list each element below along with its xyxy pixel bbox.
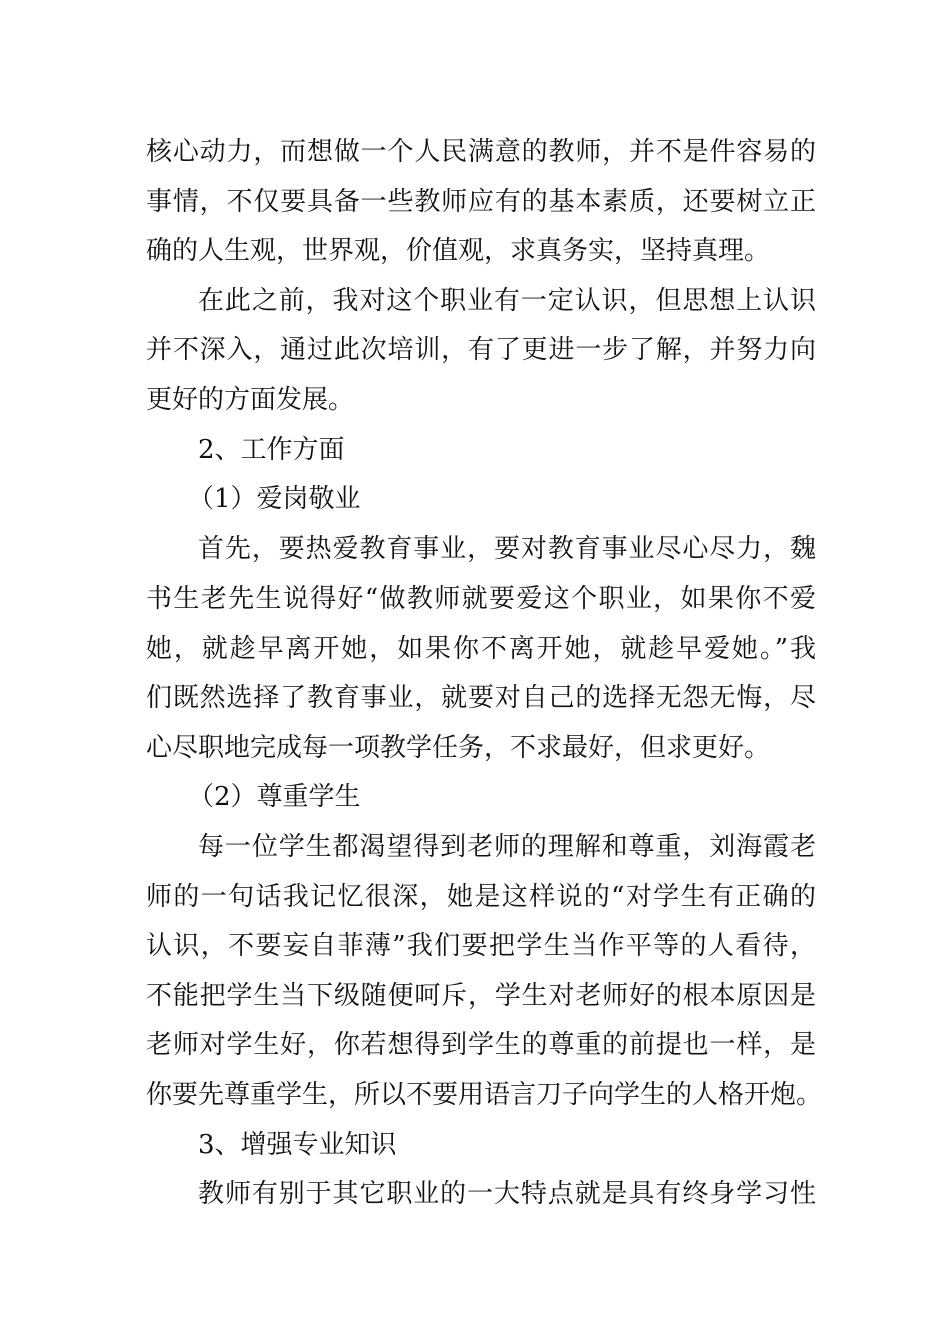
- text-line: 她，就趁早离开她，如果你不离开她，就趁早爱她。”我: [146, 634, 816, 664]
- text-line: 确的人生观，世界观，价值观，求真务实，坚持真理。: [146, 236, 771, 266]
- text-line: 事情，不仅要具备一些教师应有的基本素质，还要树立正: [146, 187, 816, 217]
- text-line: 并不深入，通过此次培训，有了更进一步了解，并努力向: [146, 335, 816, 365]
- text-line: 书生老先生说得好“做教师就要爱这个职业，如果你不爱: [146, 584, 816, 614]
- text-line: 在此之前，我对这个职业有一定认识，但思想上认识: [198, 286, 816, 316]
- text-line: 心尽职地完成每一项教学任务，不求最好，但求更好。: [146, 733, 771, 763]
- text-line: 不能把学生当下级随便呵斥，学生对老师好的根本原因是: [146, 981, 816, 1011]
- text-line: 核心动力，而想做一个人民满意的教师，并不是件容易的: [146, 137, 816, 167]
- text-line: 每一位学生都渴望得到老师的理解和尊重，刘海霞老: [198, 832, 816, 862]
- text-line: 首先，要热爱教育事业，要对教育事业尽心尽力，魏: [198, 534, 816, 564]
- text-line: 老师对学生好，你若想得到学生的尊重的前提也一样，是: [146, 1030, 816, 1060]
- section-heading: 2、工作方面: [198, 435, 345, 465]
- text-line: 们既然选择了教育事业，就要对自己的选择无怨无悔，尽: [146, 683, 816, 713]
- subsection-heading: （1）爱岗敬业: [188, 484, 361, 514]
- text-line: 更好的方面发展。: [146, 385, 355, 415]
- text-line: 你要先尊重学生，所以不要用语言刀子向学生的人格开炮。: [146, 1080, 823, 1110]
- text-line: 师的一句话我记忆很深，她是这样说的“对学生有正确的: [146, 882, 816, 912]
- section-heading: 3、增强专业知识: [198, 1130, 397, 1160]
- text-line: 教师有别于其它职业的一大特点就是具有终身学习性: [198, 1179, 816, 1209]
- subsection-heading: （2）尊重学生: [188, 782, 361, 812]
- text-line: 认识，不要妄自菲薄”我们要把学生当作平等的人看待，: [146, 931, 816, 961]
